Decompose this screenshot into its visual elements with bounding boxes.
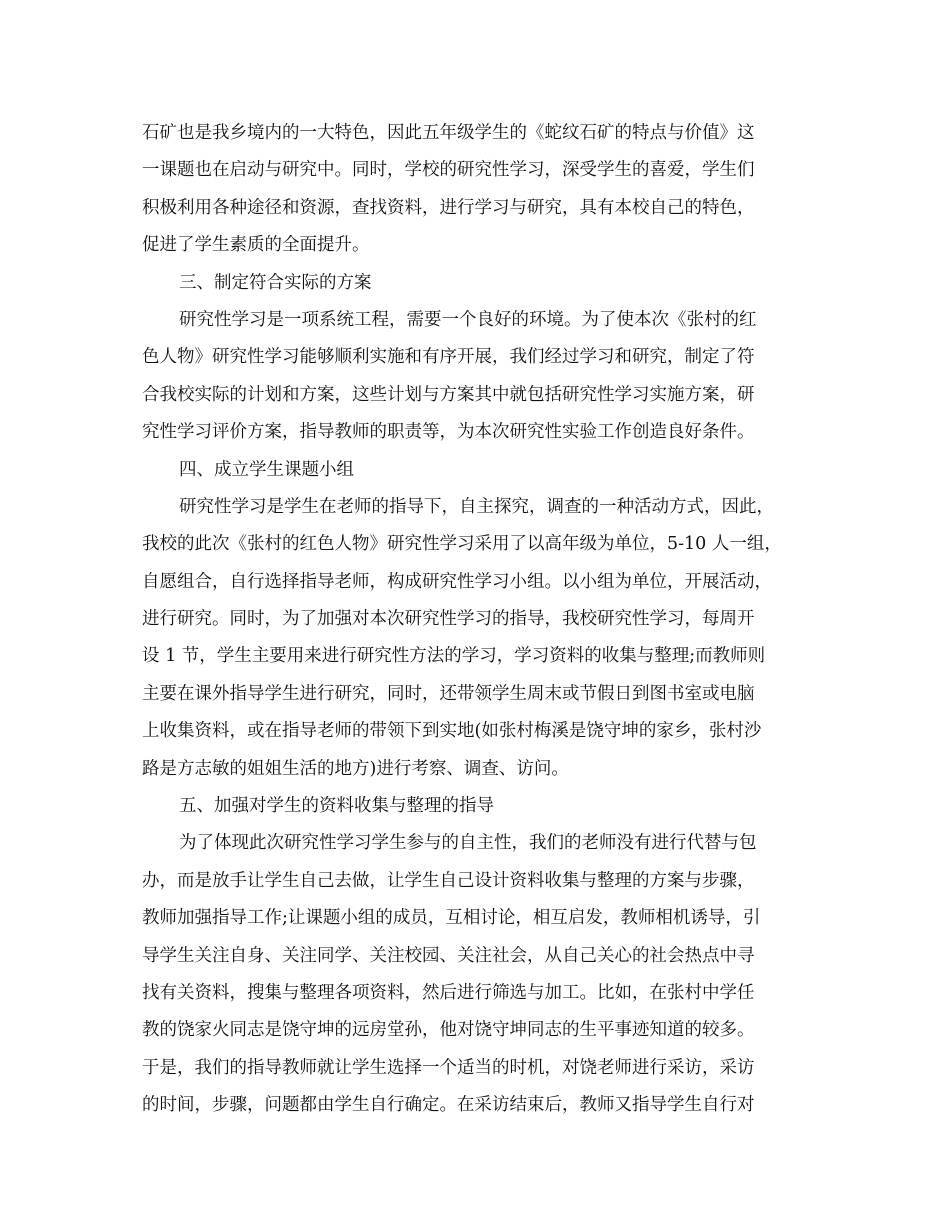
paragraph-first-line: 为了体现此次研究性学习学生参与的自主性，我们的老师没有进行代替与包 [179, 833, 757, 854]
text-line: 导学生关注自身、关注同学、关注校园、关注社会，从自己关心的社会热点中寻 [142, 945, 755, 966]
text-line: 合我校实际的计划和方案，这些计划与方案其中就包括研究性学习实施方案，研 [142, 384, 755, 405]
text-line: 石矿也是我乡境内的一大特色，因此五年级学生的《蛇纹石矿的特点与价值》这 [142, 123, 755, 143]
text-line: 设 1 节，学生主要用来进行研究性方法的学习，学习资料的收集与整理;而教师则 [142, 646, 766, 667]
text-line: 的时间，步骤，问题都由学生自行确定。在采访结束后，教师又指导学生自行对 [142, 1095, 755, 1116]
paragraph-first-line: 四、成立学生课题小组 [179, 459, 354, 480]
text-line: 路是方志敏的姐姐生活的地方)进行考察、调查、访问。 [142, 758, 569, 779]
paragraph-first-line: 研究性学习是学生在老师的指导下，自主探究，调查的一种活动方式，因此， [179, 496, 774, 517]
paragraph-first-line: 三、制定符合实际的方案 [179, 272, 372, 293]
text-line: 教的饶家火同志是饶守坤的远房堂孙，他对饶守坤同志的生平事迹知道的较多。 [142, 1020, 755, 1041]
text-line: 自愿组合，自行选择指导老师，构成研究性学习小组。以小组为单位，开展活动， [142, 571, 772, 592]
text-line: 办，而是放手让学生自己去做，让学生自己设计资料收集与整理的方案与步骤， [142, 870, 755, 891]
text-line: 于是，我们的指导教师就让学生选择一个适当的时机，对饶老师进行采访，采访 [142, 1057, 755, 1078]
text-line: 进行研究。同时，为了加强对本次研究性学习的指导，我校研究性学习，每周开 [142, 609, 755, 630]
text-line: 促进了学生素质的全面提升。 [142, 235, 370, 256]
text-line: 色人物》研究性学习能够顺利实施和有序开展，我们经过学习和研究，制定了符 [142, 347, 755, 368]
paragraph-first-line: 研究性学习是一项系统工程，需要一个良好的环境。为了使本次《张村的红 [179, 309, 757, 330]
document-body [142, 115, 812, 1125]
text-line: 究性学习评价方案，指导教师的职责等，为本次研究性实验工作创造良好条件。 [142, 422, 755, 443]
text-line: 主要在课外指导学生进行研究，同时，还带领学生周末或节假日到图书室或电脑 [142, 683, 755, 704]
text-line: 找有关资料，搜集与整理各项资料，然后进行筛选与加工。比如，在张村中学任 [142, 982, 755, 1003]
paragraph-first-line: 五、加强对学生的资料收集与整理的指导 [179, 796, 494, 817]
text-line: 积极利用各种途径和资源，查找资料，进行学习与研究，具有本校自己的特色， [142, 197, 755, 218]
text-line: 我校的此次《张村的红色人物》研究性学习采用了以高年级为单位，5-10 人一组， [142, 534, 782, 555]
text-line: 一课题也在启动与研究中。同时，学校的研究性学习，深受学生的喜爱，学生们 [142, 160, 755, 181]
text-line: 教师加强指导工作;让课题小组的成员，互相讨论，相互启发，教师相机诱导，引 [142, 908, 761, 929]
text-line: 上收集资料，或在指导老师的带领下到实地(如张村梅溪是饶守坤的家乡，张村沙 [142, 721, 762, 742]
